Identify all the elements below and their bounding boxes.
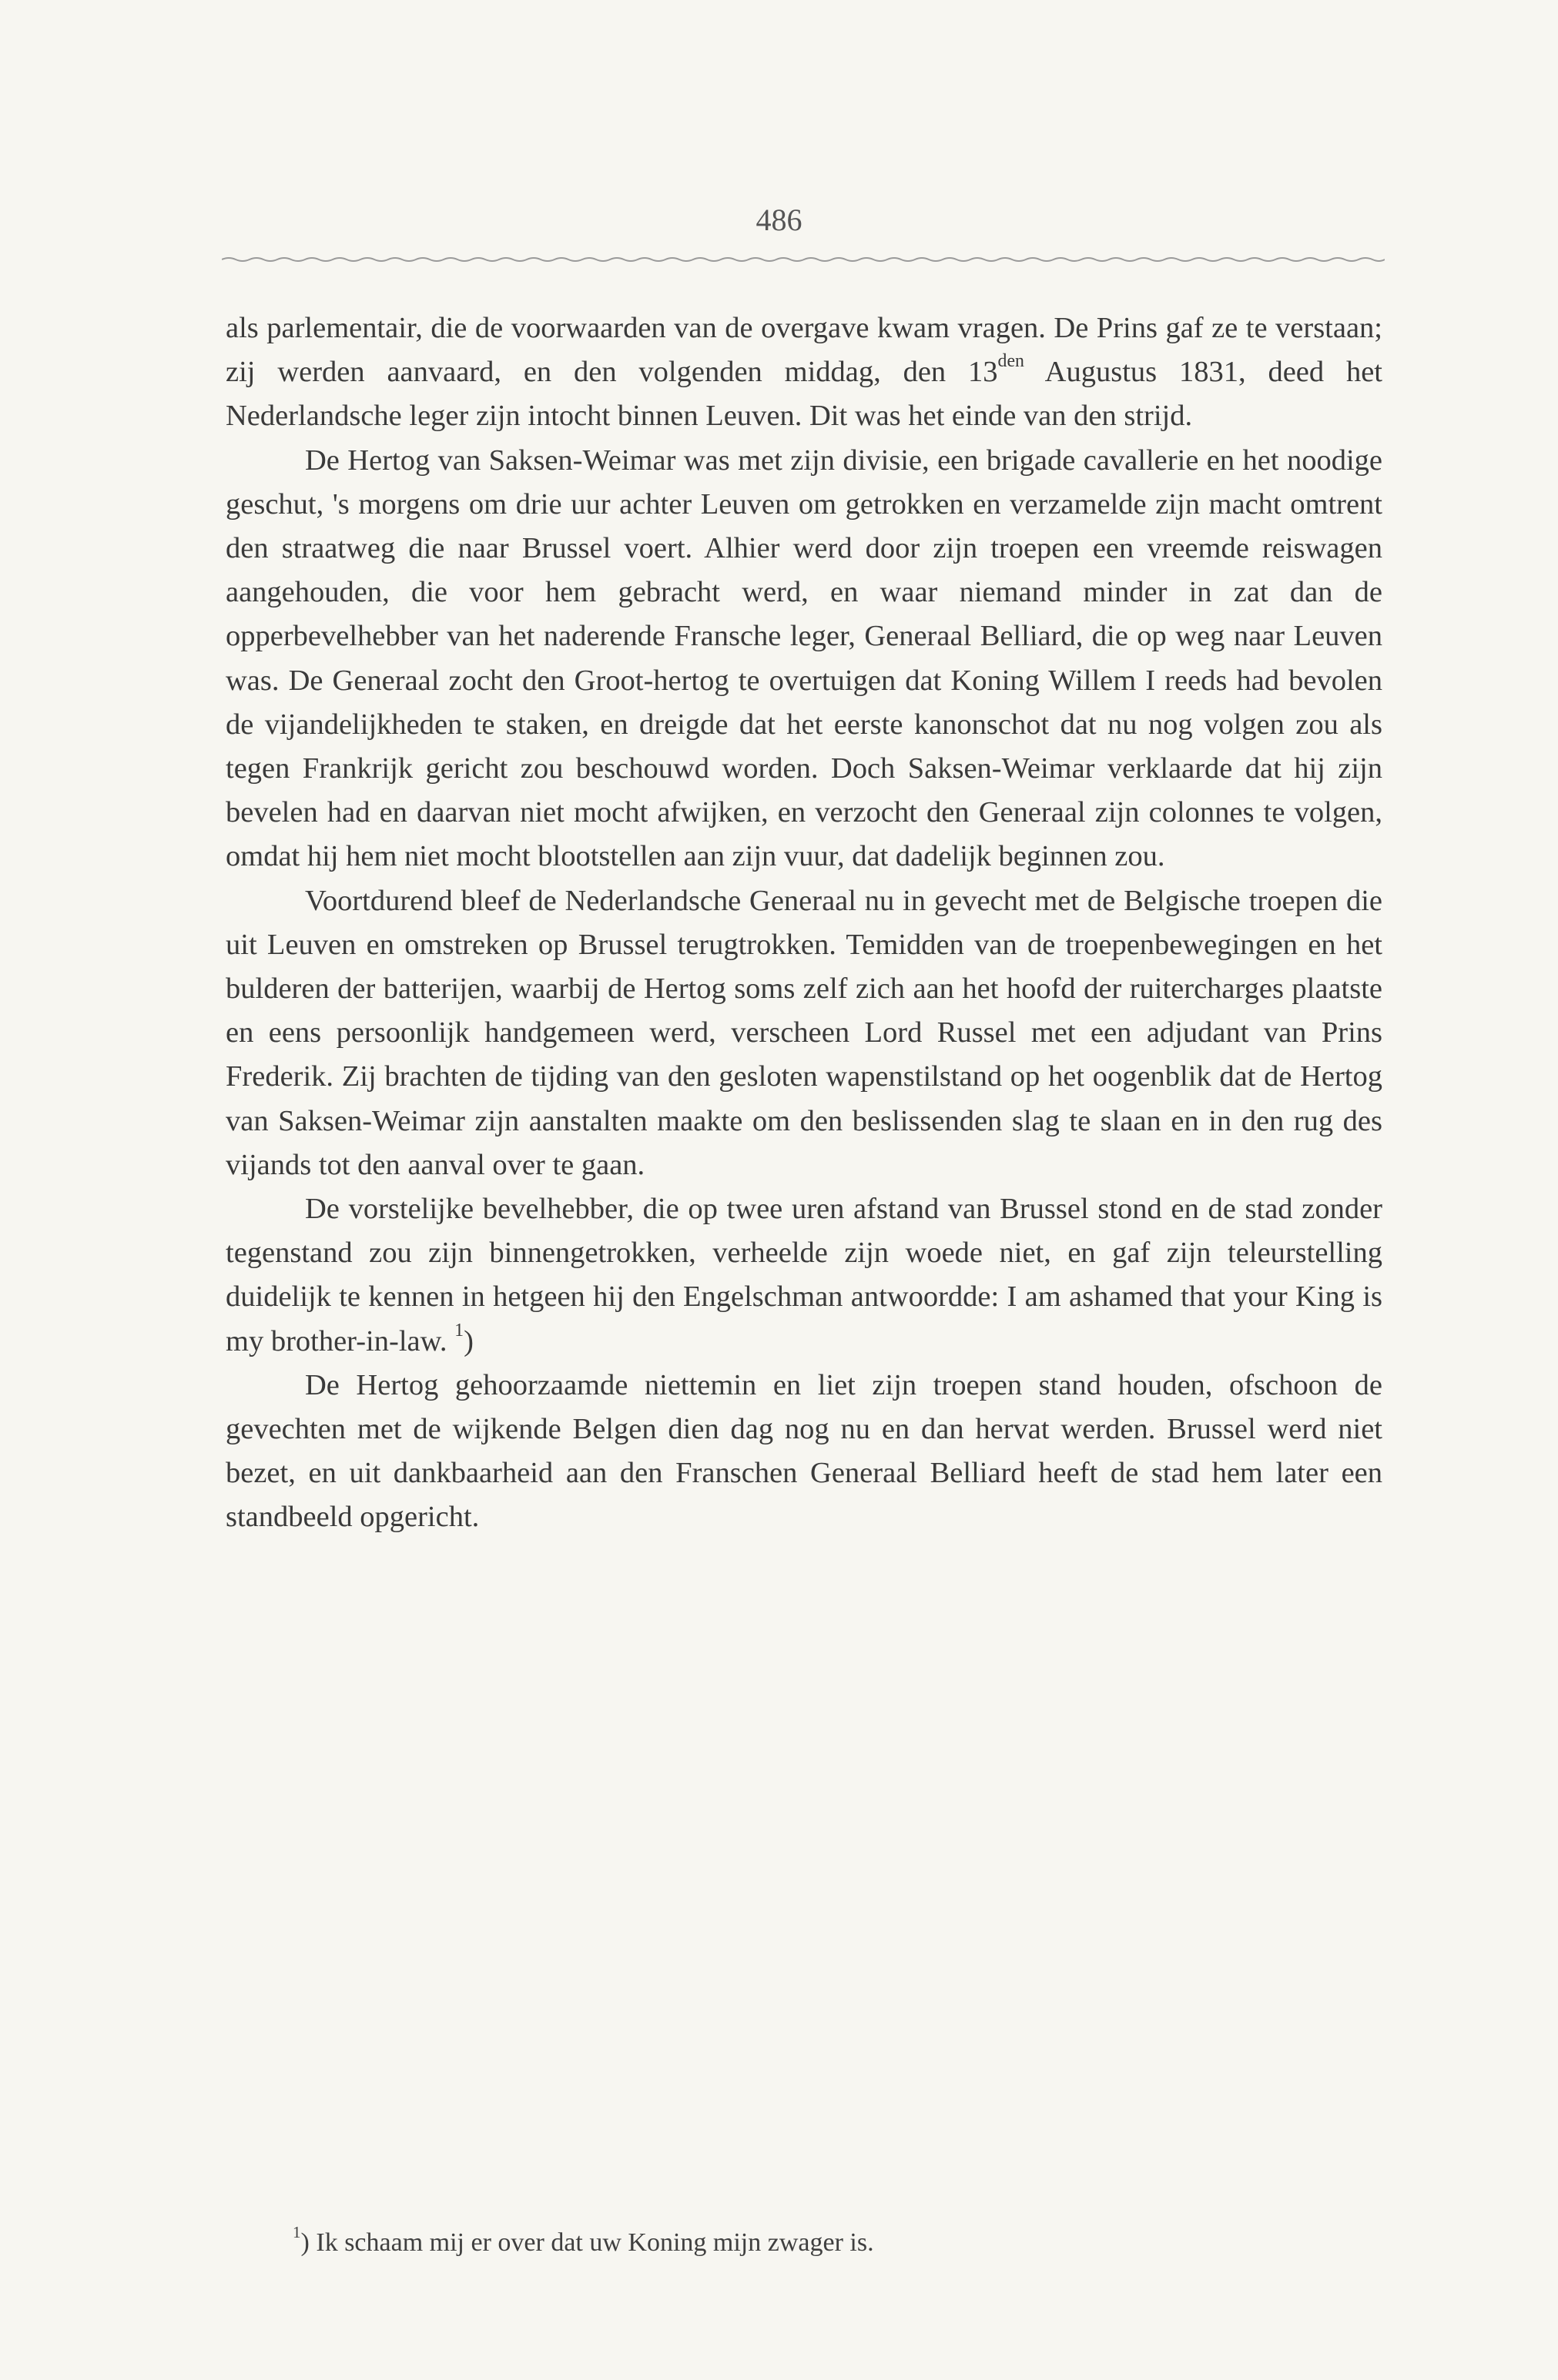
- paragraph-1: als parlementair, die de voorwaarden van de overgave kwam vragen. De Prins gaf ze te verstaan; zij werden aanvaard, en den volgenden middag, den $13^{den}$ Augustus 1831, deed het Nederlandsche leger zijn intocht binnen Leuven. Dit was het einde van den strijd.: [226, 312, 1382, 433]
- footnote-reference: 1: [454, 1320, 464, 1341]
- paragraph-3: Voortdurend bleef de Nederlandsche Generaal nu in gevecht met de Belgische troepen die uit Leuven en omstreken op Brussel terugtrokken. Temidden van de troepenbewegingen en het bulderen der batterijen, waarbij de Hertog soms zelf zich aan het hoofd der ruitercharges plaatste en eens persoonlijk handgemeen werd, verscheen Lord Russel met een adjudant van Prins Frederik. Zij brachten de tijding van den gesloten wapenstilstand op het oogenblik dat de Hertog van Saksen-Weimar zijn aanstalten maakte om den beslissenden slag te slaan en in den rug des vijands tot den aanval over te gaan.: [226, 884, 1382, 1181]
- ordinal-suffix: den: [997, 351, 1024, 372]
- paragraph-2: De Hertog van Saksen-Weimar was met zijn divisie, een brigade cavallerie en het noodige geschut, 's morgens om drie uur achter Leuven om getrokken en verzamelde zijn macht omtrent den straatweg die naar Brussel voert. Alhier werd door zijn troepen een vreemde reiswagen aangehouden, die voor hem gebracht werd, en waar niemand minder in zat dan de opperbevelhebber van het naderende Fransche leger, Generaal Belliard, die op weg naar Leuven was. De Generaal zocht den Groot-hertog te overtuigen dat Koning Willem I reeds had bevolen de vijandelijkheden te staken, en dreigde dat het eerste kanonschot dat nu nog volgen zou als tegen Frankrijk gericht zou beschouwd worden. Doch Saksen-Weimar verklaarde dat hij zijn bevelen had en daarvan niet mocht afwijken, en verzocht den Generaal zijn colonnes te volgen, omdat hij hem niet mocht blootstellen aan zijn vuur, dat dadelijk beginnen zou.: [226, 444, 1382, 873]
- paragraph-5: De Hertog gehoorzaamde niettemin en liet zijn troepen stand houden, ofschoon de gevechten met de wijkende Belgen dien dag nog nu en dan hervat werden. Brussel werd niet bezet, en uit dankbaarheid aan den Franschen Generaal Belliard heeft de stad hem later een standbeeld opgericht.: [226, 1368, 1382, 1534]
- footnote: [293, 2224, 1386, 2261]
- body-text: [226, 306, 1382, 1540]
- paragraph-4: De vorstelijke bevelhebber, die op twee uren afstand van Brussel stond en de stad zonder tegenstand zou zijn binnengetrokken, verheelde zijn woede niet, en gaf zijn teleurstelling duidelijk te kennen in hetgeen hij den Engelschman antwoordde: I am ashamed that your King is my brother-in-law. $^1$): [226, 1193, 1382, 1357]
- page-number: 486: [756, 203, 802, 237]
- footnote-marker: 1: [293, 2223, 301, 2242]
- footnote-text: Ik schaam mij er over dat uw Koning mijn zwager is.: [309, 2228, 874, 2257]
- footnote-marker-close: ): [300, 2228, 310, 2257]
- header-rule: [222, 256, 1385, 263]
